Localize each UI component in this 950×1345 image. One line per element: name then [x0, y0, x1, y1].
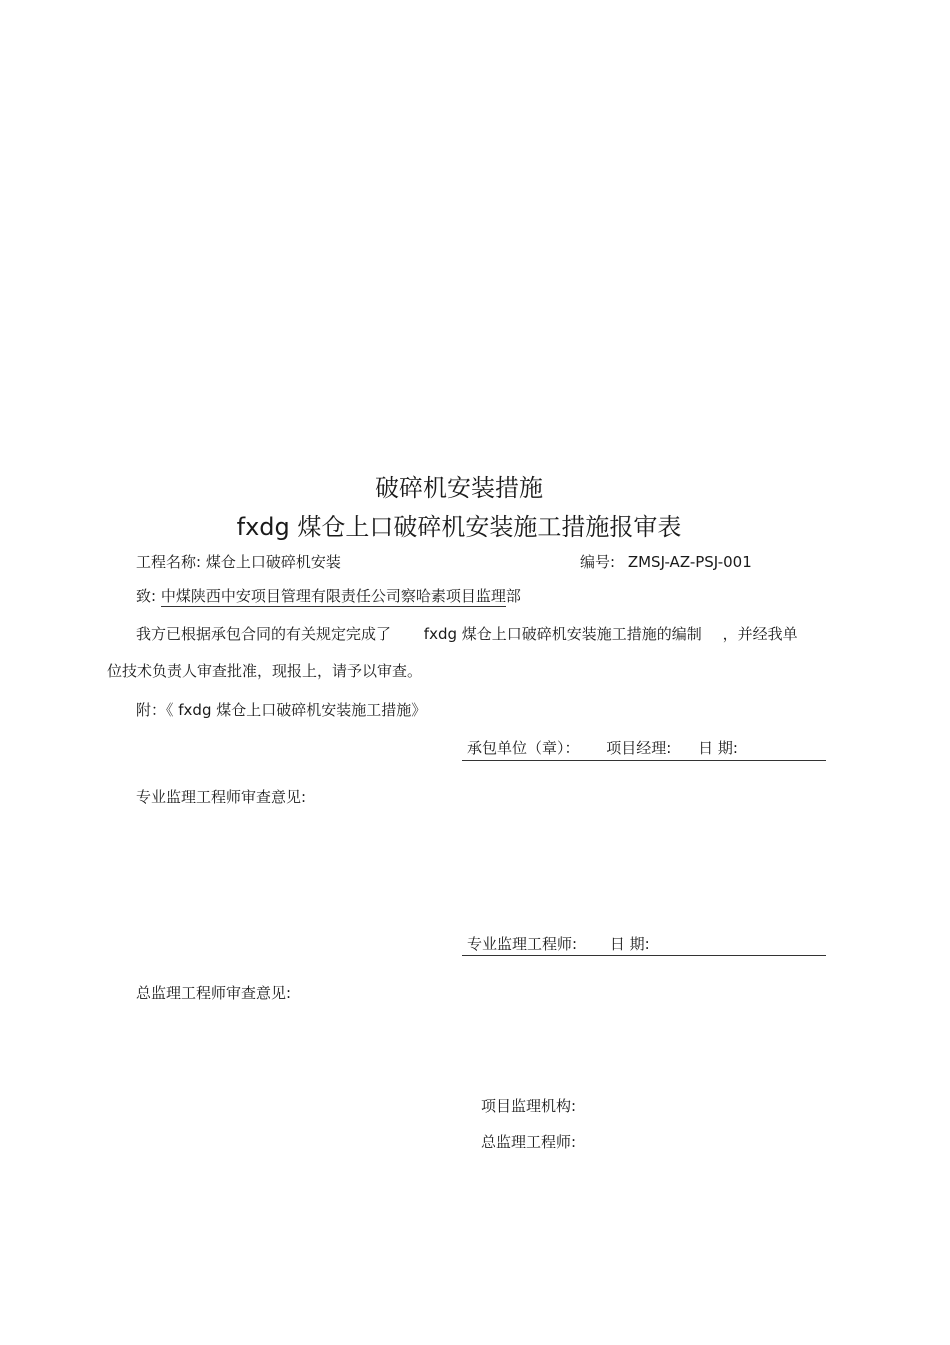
- supervision-org-label: 项目监理机构:: [481, 1097, 577, 1115]
- specialist-sign-label: 专业监理工程师:: [467, 935, 578, 953]
- specialist-date-label: 日 期:: [609, 935, 650, 953]
- project-name-label: 工程名称:: [136, 553, 202, 571]
- project-manager-label: 项目经理:: [606, 739, 672, 757]
- project-name-value: 煤仓上口破碎机安装: [205, 553, 341, 571]
- addressee-value: 中煤陕西中安项目管理有限责任公司察哈素项目监理: [160, 587, 506, 605]
- body-text-b: fxdg 煤仓上口破碎机安装施工措施的编制: [423, 625, 702, 643]
- body-paragraph-line-2: 位技术负责人审查批准，现报上，请予以审查。: [107, 662, 423, 680]
- attachment-line: 附：《 fxdg 煤仓上口破碎机安装施工措施》: [136, 701, 427, 719]
- contractor-signature-row: [467, 737, 738, 758]
- body-text-c: ，并经我单: [722, 625, 798, 643]
- form-number-row: [580, 551, 752, 572]
- contractor-date-label: 日 期:: [698, 739, 738, 757]
- addressee-label: 致:: [136, 587, 157, 605]
- addressee-row: [136, 585, 521, 606]
- specialist-opinion-label: 专业监理工程师审查意见:: [136, 788, 307, 806]
- project-name-row: [136, 551, 341, 572]
- body-text-a: 我方已根据承包合同的有关规定完成了: [136, 625, 392, 643]
- specialist-divider: [462, 955, 826, 956]
- addressee-suffix: 部: [505, 587, 521, 605]
- chief-engineer-label: 总监理工程师:: [481, 1133, 577, 1151]
- form-number-label: 编号:: [580, 553, 616, 571]
- document-title: 破碎机安装措施: [375, 474, 543, 502]
- document-subtitle: fxdg 煤仓上口破碎机安装施工措施报审表: [236, 513, 682, 541]
- body-paragraph-line-1: [136, 623, 798, 644]
- contractor-unit-label: 承包单位（章）：: [467, 739, 580, 757]
- specialist-signature-row: [467, 933, 650, 954]
- contractor-divider: [462, 760, 826, 761]
- chief-opinion-label: 总监理工程师审查意见:: [136, 984, 292, 1002]
- form-number-value: ZMSJ-AZ-PSJ-001: [627, 553, 752, 571]
